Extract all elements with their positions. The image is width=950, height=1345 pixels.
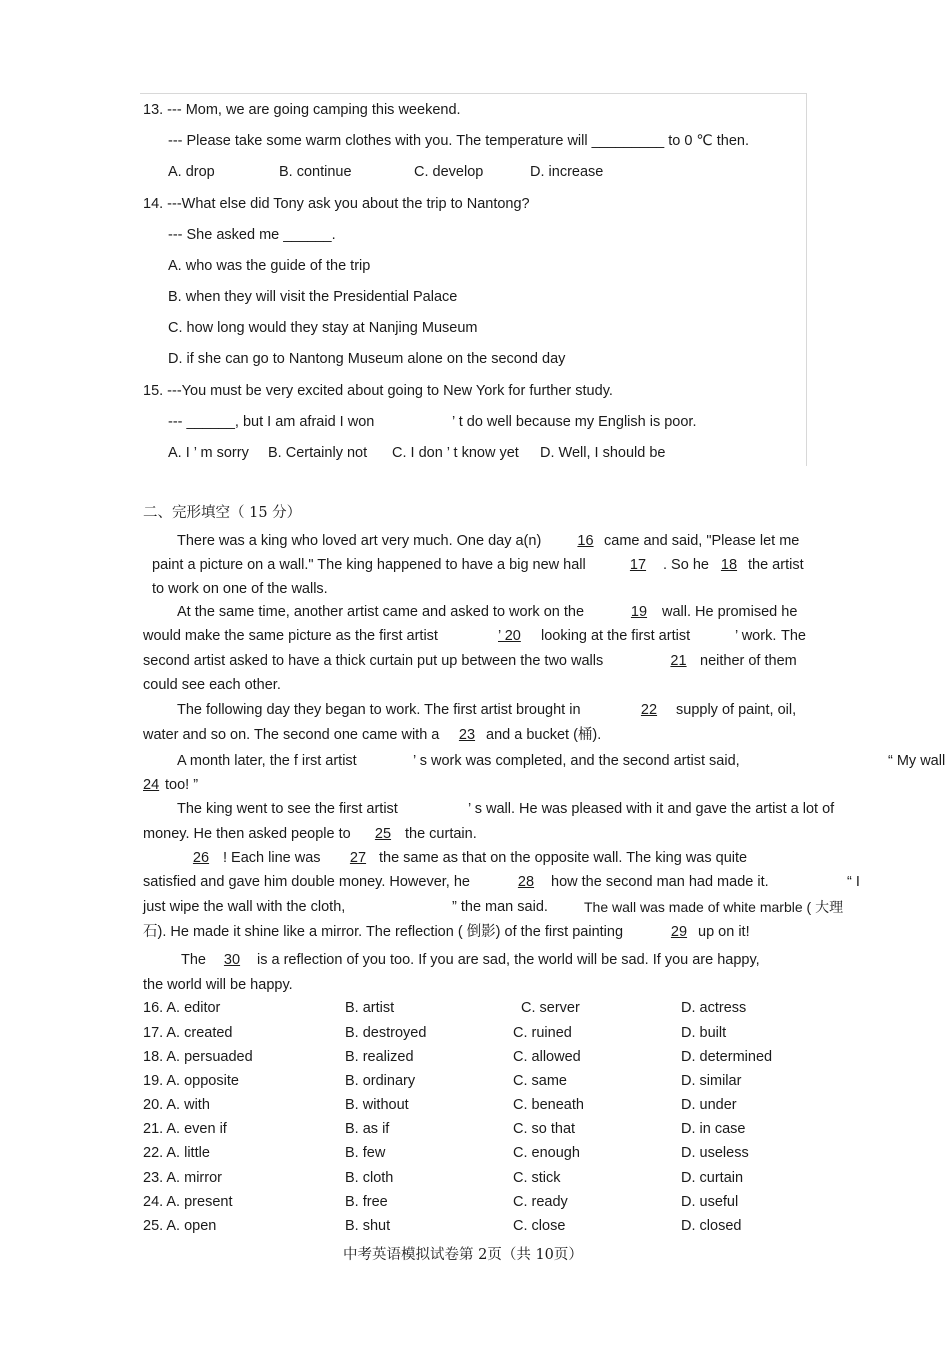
option-25-c: C. close bbox=[513, 1218, 566, 1234]
question-14-line2: --- She asked me ______. bbox=[168, 227, 336, 243]
cloze-text: ’ work. bbox=[735, 628, 777, 644]
blank-20: ’ 20 bbox=[498, 628, 521, 644]
cloze-text: ! Each line was bbox=[223, 850, 321, 866]
cloze-text: satisfied and gave him double money. However, he bbox=[143, 874, 470, 890]
option-17-c: C. ruined bbox=[513, 1025, 572, 1041]
page-footer: 中考英语模拟试卷第 2页（共 10页） bbox=[343, 1247, 583, 1263]
option-21-b: B. as if bbox=[345, 1121, 390, 1137]
blank-26: 26 bbox=[192, 850, 210, 866]
option-23-b: B. cloth bbox=[345, 1170, 394, 1186]
cloze-text: “ I bbox=[847, 874, 860, 890]
cloze-text: and a bucket (桶). bbox=[486, 727, 602, 743]
cloze-text: ” the man said. bbox=[452, 899, 548, 915]
option-25-d: D. closed bbox=[681, 1218, 742, 1234]
question-13-option-a: A. drop bbox=[168, 164, 215, 180]
option-17-b: B. destroyed bbox=[345, 1025, 427, 1041]
question-13-option-c: C. develop bbox=[414, 164, 484, 180]
question-15-option-d: D. Well, I should be bbox=[540, 445, 666, 461]
question-13-option-d: D. increase bbox=[530, 164, 604, 180]
option-17-d: D. built bbox=[681, 1025, 727, 1041]
blank-29: 29 bbox=[670, 924, 688, 940]
question-13-stem: 13. --- Mom, we are going camping this weekend. bbox=[143, 102, 461, 118]
option-21-d: D. in case bbox=[681, 1121, 746, 1137]
section-heading: 二、完形填空（ 15 分） bbox=[143, 505, 302, 521]
option-23-a: 23. A. mirror bbox=[143, 1170, 222, 1186]
question-14-option-a: A. who was the guide of the trip bbox=[168, 258, 371, 274]
option-21-a: 21. A. even if bbox=[143, 1121, 227, 1137]
blank-19: 19 bbox=[630, 604, 648, 620]
question-15-line2-part2: ’ t do well because my English is poor. bbox=[452, 414, 697, 430]
cloze-text: ’ s wall. He was pleased with it and gave the artist a lot of bbox=[468, 801, 835, 817]
option-16-b: B. artist bbox=[345, 1000, 395, 1016]
cloze-text: neither of them bbox=[700, 653, 797, 669]
option-19-a: 19. A. opposite bbox=[143, 1073, 239, 1089]
cloze-text: ’ s work was completed, and the second artist said, bbox=[413, 753, 740, 769]
blank-27: 27 bbox=[349, 850, 367, 866]
cloze-text: A month later, the f irst artist bbox=[177, 753, 357, 769]
option-23-d: D. curtain bbox=[681, 1170, 744, 1186]
option-16-c: C. server bbox=[521, 1000, 580, 1016]
option-22-c: C. enough bbox=[513, 1145, 580, 1161]
question-15-line2-part1: --- ______, but I am afraid I won bbox=[168, 414, 375, 430]
cloze-text: At the same time, another artist came and asked to work on the bbox=[177, 604, 585, 620]
option-25-b: B. shut bbox=[345, 1218, 391, 1234]
question-14-option-d: D. if she can go to Nantong Museum alone on the second day bbox=[168, 351, 566, 367]
cloze-text: second artist asked to have a thick curtain put up between the two walls bbox=[143, 653, 604, 669]
blank-30: 30 bbox=[223, 952, 241, 968]
option-24-a: 24. A. present bbox=[143, 1194, 233, 1210]
option-19-c: C. same bbox=[513, 1073, 567, 1089]
blank-17: 17 bbox=[629, 557, 647, 573]
cloze-text: the world will be happy. bbox=[143, 977, 293, 993]
cloze-text: supply of paint, oil, bbox=[676, 702, 797, 718]
blank-22: 22 bbox=[640, 702, 658, 718]
option-18-b: B. realized bbox=[345, 1049, 414, 1065]
cloze-text: the same as that on the opposite wall. The king was quite bbox=[379, 850, 748, 866]
cloze-text: 石). He made it shine like a mirror. The reflection ( 倒影) of the first painting bbox=[143, 924, 624, 940]
question-15-option-a: A. I ’ m sorry bbox=[168, 445, 249, 461]
cloze-text: to work on one of the walls. bbox=[152, 581, 328, 597]
option-24-d: D. useful bbox=[681, 1194, 739, 1210]
cloze-text: up on it! bbox=[698, 924, 750, 940]
option-16-a: 16. A. editor bbox=[143, 1000, 221, 1016]
cloze-text: The wall was made of white marble ( 大理 bbox=[584, 899, 844, 915]
option-22-b: B. few bbox=[345, 1145, 386, 1161]
option-18-c: C. allowed bbox=[513, 1049, 581, 1065]
question-13-line2: --- Please take some warm clothes with you. The temperature will _________ to 0 ℃ then. bbox=[168, 133, 749, 149]
cloze-text: water and so on. The second one came with a bbox=[143, 727, 440, 743]
cloze-text: The bbox=[781, 628, 806, 644]
cloze-text: came and said, "Please let me bbox=[604, 533, 800, 549]
cloze-text: too! ” bbox=[165, 777, 199, 793]
question-15-option-c: C. I don ’ t know yet bbox=[392, 445, 519, 461]
blank-18: 18 bbox=[720, 557, 738, 573]
option-20-d: D. under bbox=[681, 1097, 737, 1113]
blank-23: 23 bbox=[458, 727, 476, 743]
blank-28: 28 bbox=[517, 874, 535, 890]
cloze-text: The following day they began to work. The first artist brought in bbox=[177, 702, 581, 718]
option-18-d: D. determined bbox=[681, 1049, 773, 1065]
option-16-d: D. actress bbox=[681, 1000, 747, 1016]
question-14-stem: 14. ---What else did Tony ask you about the trip to Nantong? bbox=[143, 196, 530, 212]
cloze-text: paint a picture on a wall." The king happened to have a big new hall bbox=[152, 557, 586, 573]
option-22-d: D. useless bbox=[681, 1145, 749, 1161]
option-19-d: D. similar bbox=[681, 1073, 742, 1089]
option-21-c: C. so that bbox=[513, 1121, 576, 1137]
blank-24: 24 bbox=[143, 777, 160, 793]
cloze-text: is a reflection of you too. If you are sad, the world will be sad. If you are happy, bbox=[257, 952, 760, 968]
option-17-a: 17. A. created bbox=[143, 1025, 233, 1041]
question-14-option-b: B. when they will visit the Presidential Palace bbox=[168, 289, 458, 305]
option-23-c: C. stick bbox=[513, 1170, 561, 1186]
blank-25: 25 bbox=[374, 826, 392, 842]
option-24-b: B. free bbox=[345, 1194, 388, 1210]
option-20-b: B. without bbox=[345, 1097, 409, 1113]
cloze-text: would make the same picture as the first artist bbox=[143, 628, 438, 644]
option-22-a: 22. A. little bbox=[143, 1145, 210, 1161]
cloze-text: the artist bbox=[748, 557, 804, 573]
option-24-c: C. ready bbox=[513, 1194, 568, 1210]
option-18-a: 18. A. persuaded bbox=[143, 1049, 253, 1065]
option-20-a: 20. A. with bbox=[143, 1097, 210, 1113]
cloze-text: There was a king who loved art very much. One day a(n) bbox=[177, 533, 542, 549]
cloze-text: the curtain. bbox=[405, 826, 477, 842]
cloze-text: . So he bbox=[663, 557, 709, 573]
cloze-text: money. He then asked people to bbox=[143, 826, 351, 842]
blank-16: 16 bbox=[577, 533, 594, 549]
cloze-text: The bbox=[181, 952, 206, 968]
cloze-text: wall. He promised he bbox=[662, 604, 798, 620]
option-19-b: B. ordinary bbox=[345, 1073, 416, 1089]
question-15-option-b: B. Certainly not bbox=[268, 445, 368, 461]
cloze-text: could see each other. bbox=[143, 677, 281, 693]
option-20-c: C. beneath bbox=[513, 1097, 584, 1113]
cloze-text: how the second man had made it. bbox=[551, 874, 769, 890]
option-25-a: 25. A. open bbox=[143, 1218, 217, 1234]
cloze-text: looking at the first artist bbox=[541, 628, 691, 644]
question-15-stem: 15. ---You must be very excited about going to New York for further study. bbox=[143, 383, 613, 399]
cloze-text: The king went to see the first artist bbox=[177, 801, 398, 817]
cloze-text: just wipe the wall with the cloth, bbox=[143, 899, 346, 915]
question-13-option-b: B. continue bbox=[279, 164, 352, 180]
cloze-text: “ My wall bbox=[888, 753, 946, 769]
question-14-option-c: C. how long would they stay at Nanjing Museum bbox=[168, 320, 478, 336]
blank-21: 21 bbox=[670, 653, 687, 669]
